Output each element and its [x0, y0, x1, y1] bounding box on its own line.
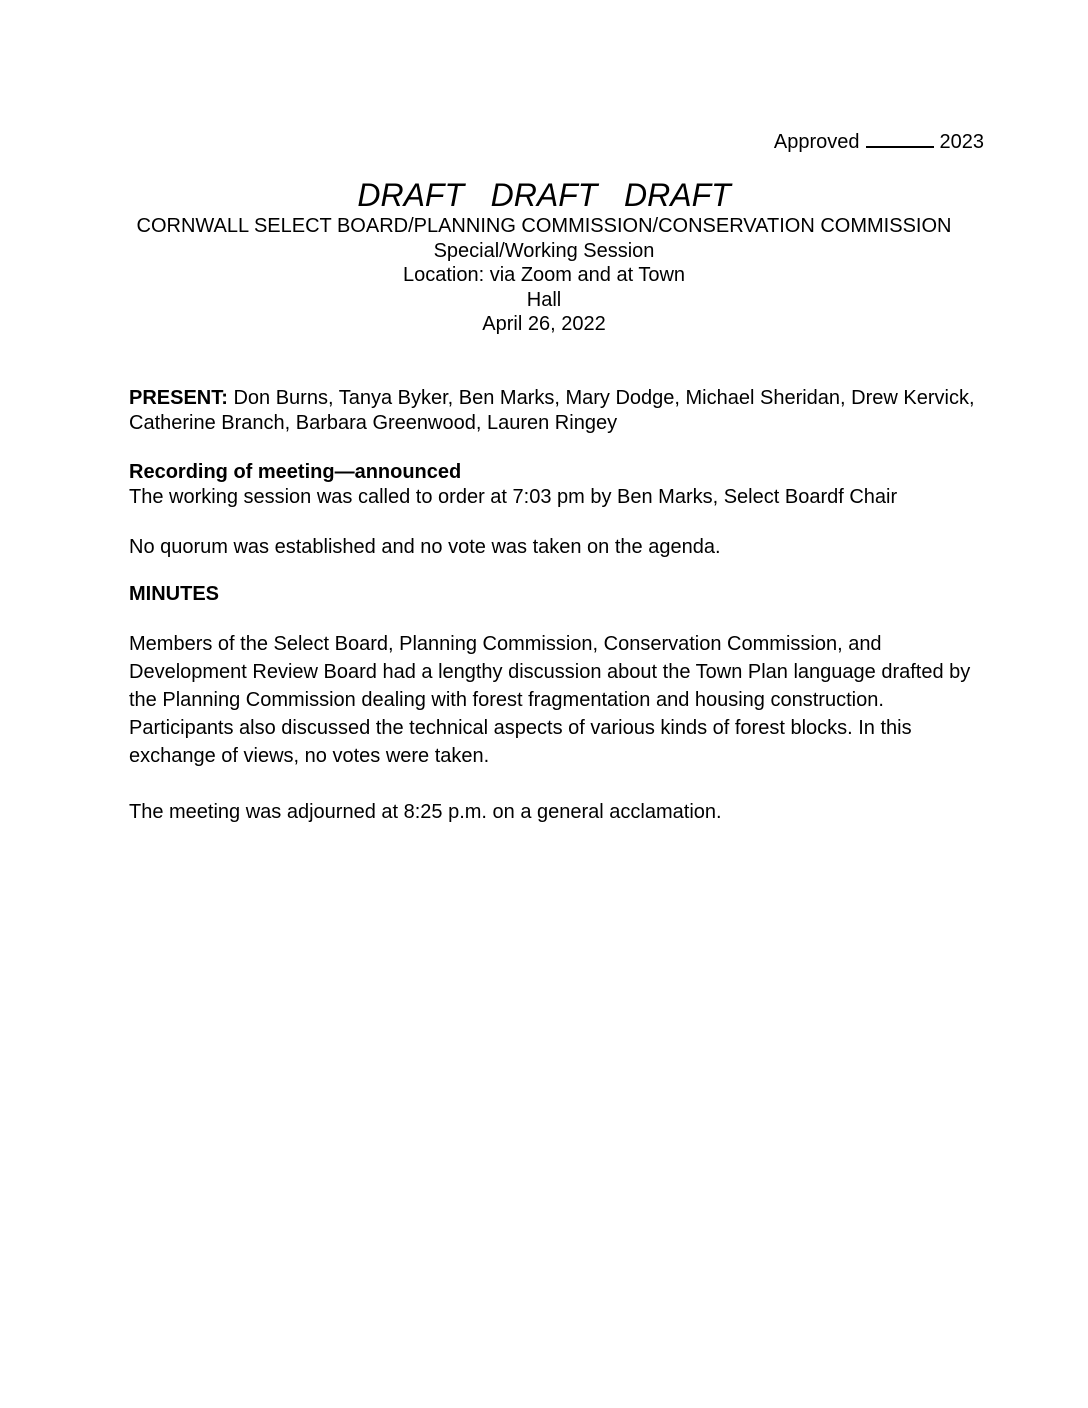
- approved-year: 2023: [939, 131, 984, 153]
- session-type: Special/Working Session: [433, 239, 655, 262]
- location-line-1: Location: via Zoom and at Town: [402, 264, 686, 286]
- location-line-2: Hall: [526, 288, 562, 311]
- organization-name: CORNWALL SELECT BOARD/PLANNING COMMISSION/CONSERVATION COMMISSION: [136, 215, 952, 237]
- minutes-paragraph: Members of the Select Board, Planning Commission, Conservation Commission, and Development Review Board had a lengthy discussion about the Town Plan language drafted by the Planning Commission dealing with forest fragmentation and housing construction. Participants also discussed the technical aspects of various kinds of forest blocks. In this exchange of views, no votes were taken.: [129, 633, 971, 767]
- draft-watermark-title: DRAFT DRAFT DRAFT: [357, 177, 731, 213]
- approval-line: [774, 128, 984, 155]
- document-header: [0, 214, 1088, 337]
- present-names: Don Burns, Tanya Byker, Ben Marks, Mary Dodge, Michael Sheridan, Drew Kervick, Catherine Branch, Barbara Greenwood, Lauren Ringey: [129, 387, 975, 434]
- present-section: [129, 386, 989, 436]
- approval-date-blank: [866, 128, 934, 148]
- recording-text: The working session was called to order at 7:03 pm by Ben Marks, Select Boardf Chair: [129, 486, 898, 508]
- meeting-date: April 26, 2022: [482, 313, 606, 335]
- recording-section: [129, 460, 989, 510]
- quorum-paragraph: No quorum was established and no vote was taken on the agenda.: [129, 536, 721, 558]
- approved-label: Approved: [773, 131, 860, 153]
- present-label: PRESENT:: [129, 387, 228, 409]
- minutes-heading: MINUTES: [129, 583, 219, 605]
- recording-heading: Recording of meeting—announced: [129, 461, 462, 483]
- adjournment-paragraph: The meeting was adjourned at 8:25 p.m. on a general acclamation.: [129, 801, 722, 823]
